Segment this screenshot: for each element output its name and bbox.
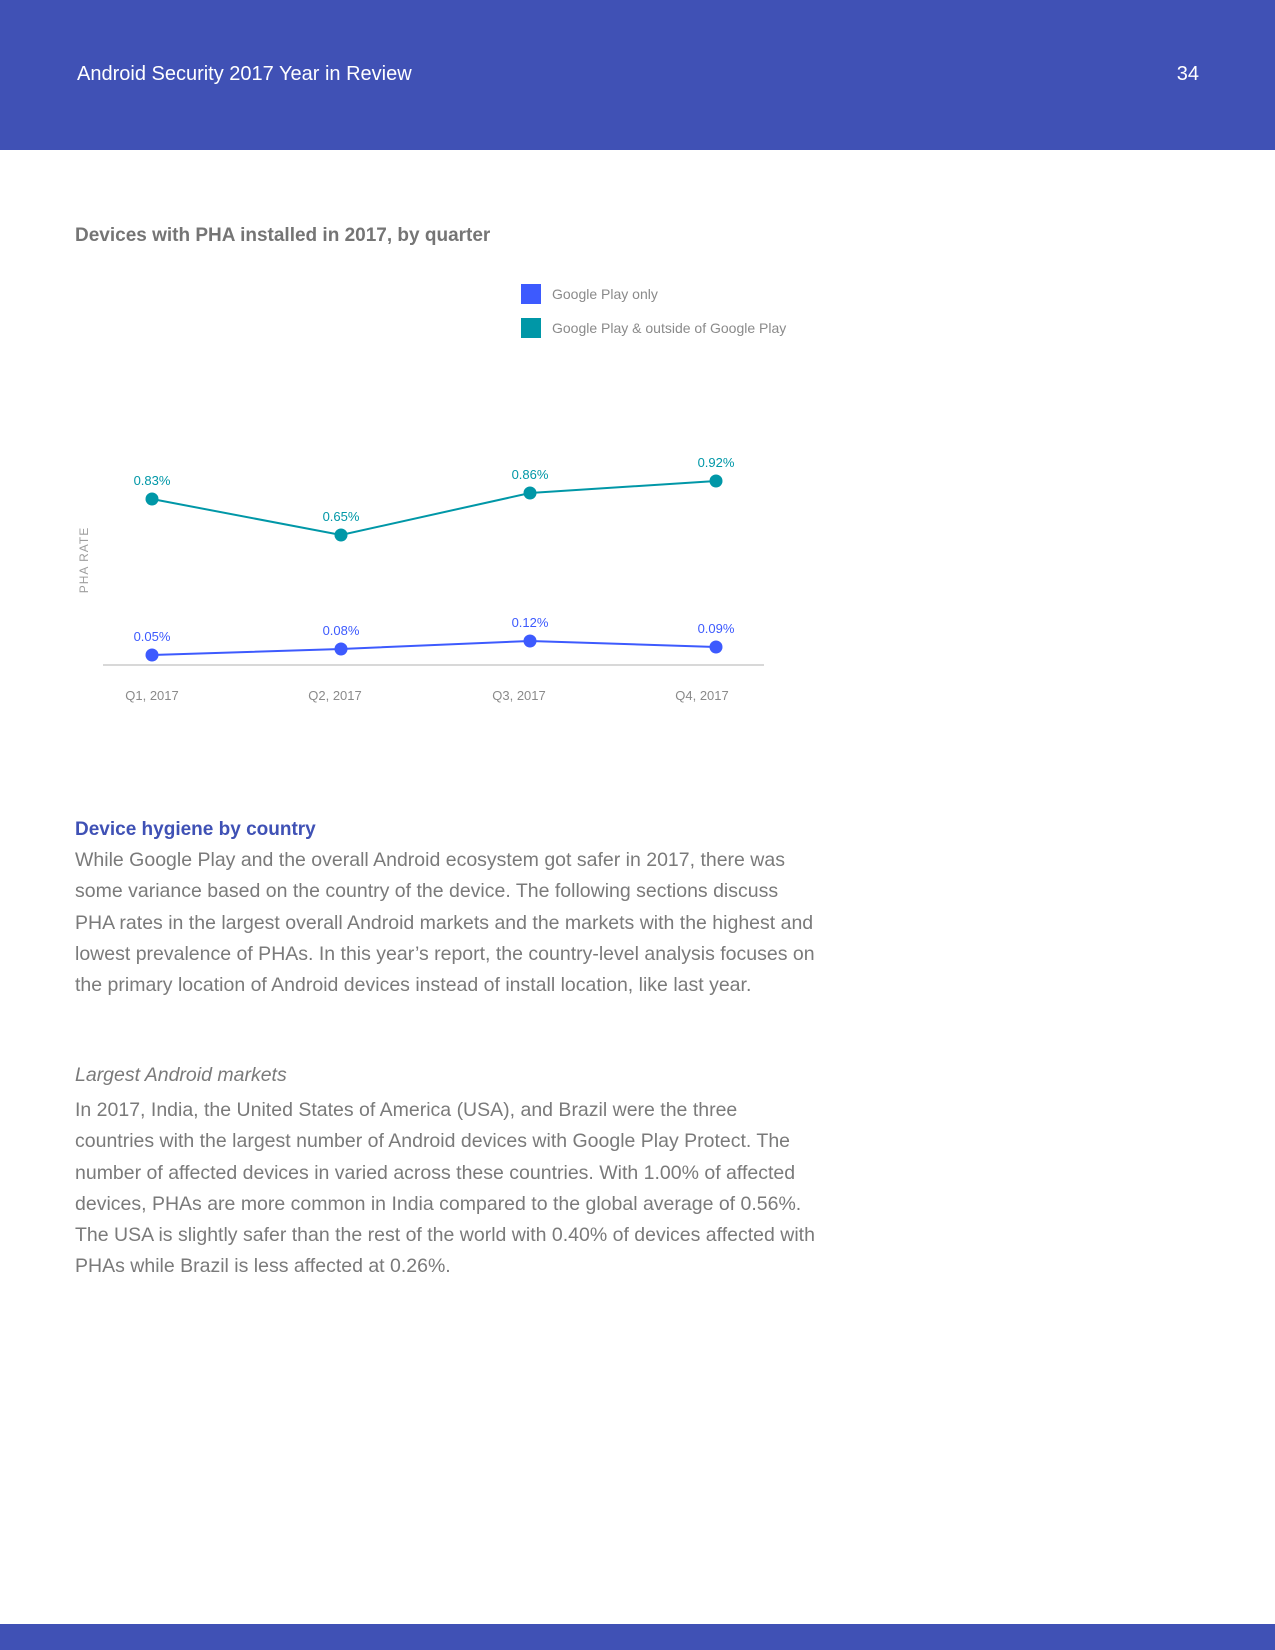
data-point (335, 643, 348, 656)
series-line-1 (152, 481, 716, 535)
series-line-0 (152, 641, 716, 655)
legend-label-play-only: Google Play only (552, 286, 658, 302)
pha-line-chart (0, 0, 800, 720)
data-point (710, 641, 723, 654)
data-label: 0.83% (133, 473, 171, 488)
data-point (335, 529, 348, 542)
document-title: Android Security 2017 Year in Review (77, 63, 412, 85)
page-footer (0, 1624, 1275, 1650)
data-label: 0.65% (322, 509, 360, 524)
data-point (146, 493, 159, 506)
data-point (146, 649, 159, 662)
data-label: 0.92% (697, 455, 735, 470)
data-label: 0.86% (511, 467, 549, 482)
section-heading: Device hygiene by country (75, 819, 316, 840)
data-label: 0.12% (511, 615, 549, 630)
data-point (710, 475, 723, 488)
section-paragraph-2: In 2017, India, the United States of America (USA), and Brazil were the three countries with the largest number of Android devices with Google Play Protect. The number of affected devices in varied across these countries. With 1.00% of affected devices, PHAs are more common in India compared to the global average of 0.56%. The USA is slightly safer than the rest of the world with 0.40% of devices affected with PHAs while Brazil is less affected at 0.26%. (75, 1099, 815, 1278)
x-tick-label: Q1, 2017 (125, 688, 179, 703)
x-tick-label: Q3, 2017 (492, 688, 546, 703)
data-point (524, 635, 537, 648)
x-tick-label: Q2, 2017 (308, 688, 362, 703)
page-number: 34 (1176, 63, 1199, 85)
data-label: 0.09% (697, 621, 735, 636)
data-label: 0.08% (322, 623, 360, 638)
y-axis-label: PHA RATE (77, 526, 91, 594)
section-paragraph-1: While Google Play and the overall Android ecosystem got safer in 2017, there was some variance based on the country of the device. The following sections discuss PHA rates in the largest overall Android markets and the markets with the highest and lowest prevalence of PHAs. In this year’s report, the country-level analysis focuses on the primary location of Android devices instead of install location, like last year. (75, 849, 815, 997)
data-label: 0.05% (133, 629, 171, 644)
section-subheading: Largest Android markets (75, 1064, 287, 1086)
chart-plot-area (77, 455, 764, 703)
legend-label-play-outside: Google Play & outside of Google Play (552, 320, 787, 336)
data-point (524, 487, 537, 500)
x-tick-label: Q4, 2017 (675, 688, 729, 703)
chart-title: Devices with PHA installed in 2017, by quarter (75, 225, 491, 246)
